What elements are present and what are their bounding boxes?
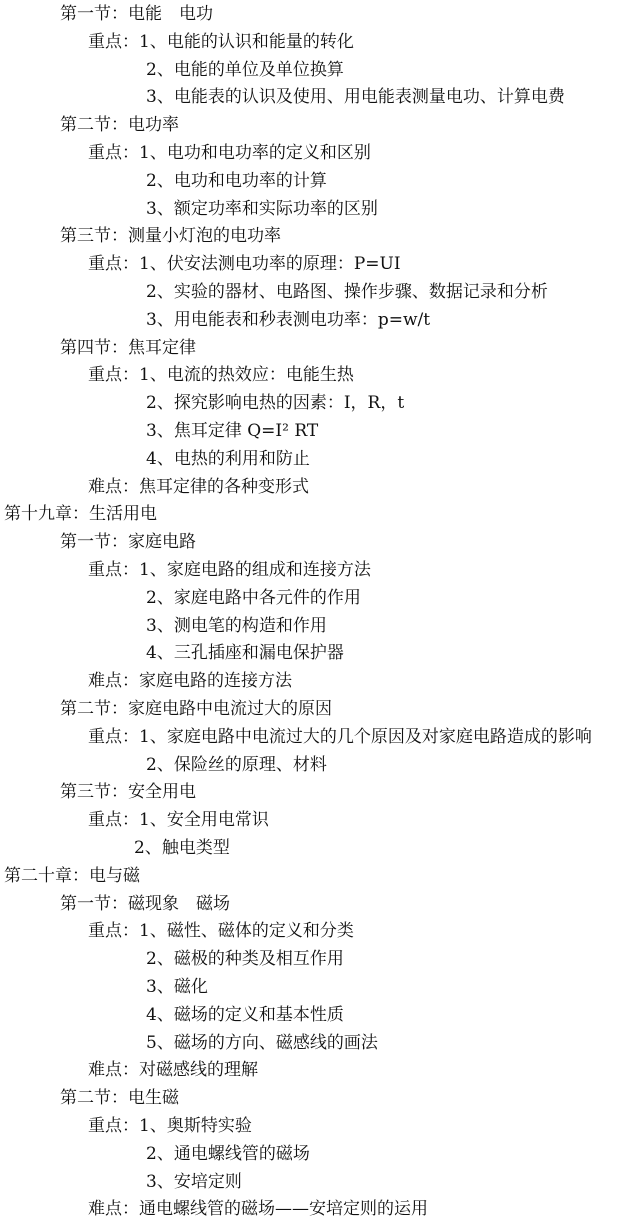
section-heading: 第一节：磁现象 磁场 bbox=[60, 893, 230, 914]
point-item: 2、磁极的种类及相互作用 bbox=[146, 949, 344, 970]
point-item: 2、通电螺线管的磁场 bbox=[146, 1143, 310, 1164]
point-label-line: 难点：对磁感线的理解 bbox=[88, 1060, 258, 1081]
section-heading: 第二节：电功率 bbox=[60, 115, 179, 136]
chapter-heading: 第二十章：电与磁 bbox=[4, 865, 140, 886]
point-label-line: 重点：1、电能的认识和能量的转化 bbox=[88, 31, 354, 52]
point-item: 3、安培定则 bbox=[146, 1171, 242, 1192]
point-item: 2、家庭电路中各元件的作用 bbox=[146, 587, 361, 608]
point-item: 3、额定功率和实际功率的区别 bbox=[146, 198, 378, 219]
point-item: 3、焦耳定律 Q=I² RT bbox=[146, 421, 319, 441]
section-heading: 第一节：电能 电功 bbox=[60, 4, 213, 24]
point-label-line: 难点：焦耳定律的各种变形式 bbox=[88, 476, 309, 497]
section-heading: 第三节：测量小灯泡的电功率 bbox=[60, 226, 281, 247]
point-item: 2、电功和电功率的计算 bbox=[146, 170, 327, 191]
section-heading: 第二节：家庭电路中电流过大的原因 bbox=[60, 699, 332, 719]
point-item: 4、电热的利用和防止 bbox=[146, 448, 310, 469]
section-heading: 第四节：焦耳定律 bbox=[60, 337, 196, 358]
point-item: 2、触电类型 bbox=[134, 838, 230, 858]
point-label-line: 重点：1、安全用电常识 bbox=[88, 810, 269, 831]
section-heading: 第二节：电生磁 bbox=[60, 1088, 179, 1109]
point-item: 3、电能表的认识及使用、用电能表测量电功、计算电费 bbox=[146, 87, 565, 108]
point-label-line: 难点：家庭电路的连接方法 bbox=[88, 671, 292, 692]
point-item: 2、实验的器材、电路图、操作步骤、数据记录和分析 bbox=[146, 282, 548, 302]
point-label-line: 重点：1、磁性、磁体的定义和分类 bbox=[88, 921, 354, 942]
point-item: 3、磁化 bbox=[146, 977, 208, 997]
point-item: 2、电能的单位及单位换算 bbox=[146, 59, 344, 80]
point-label-line: 重点：1、伏安法测电功率的原理：P=UI bbox=[88, 254, 401, 275]
point-item: 3、用电能表和秒表测电功率：p=w/t bbox=[146, 309, 431, 330]
point-item: 5、磁场的方向、磁感线的画法 bbox=[146, 1032, 378, 1053]
point-item: 2、保险丝的原理、材料 bbox=[146, 754, 327, 775]
section-heading: 第三节：安全用电 bbox=[60, 782, 196, 803]
point-item: 4、三孔插座和漏电保护器 bbox=[146, 643, 344, 664]
point-label-line: 重点：1、家庭电路的组成和连接方法 bbox=[88, 560, 371, 580]
point-label-line: 重点：1、家庭电路中电流过大的几个原因及对家庭电路造成的影响 bbox=[88, 726, 592, 747]
point-item: 3、测电笔的构造和作用 bbox=[146, 615, 327, 636]
point-label-line: 重点：1、奥斯特实验 bbox=[88, 1116, 252, 1136]
point-label-line: 重点：1、电流的热效应：电能生热 bbox=[88, 365, 354, 386]
chapter-heading: 第十九章：生活用电 bbox=[4, 504, 157, 525]
point-item: 4、磁场的定义和基本性质 bbox=[146, 1004, 344, 1025]
point-item: 2、探究影响电热的因素：I，R，t bbox=[146, 393, 405, 414]
point-label-line: 重点：1、电功和电功率的定义和区别 bbox=[88, 143, 371, 163]
section-heading: 第一节：家庭电路 bbox=[60, 532, 196, 553]
point-label-line: 难点：通电螺线管的磁场——安培定则的运用 bbox=[88, 1199, 428, 1220]
